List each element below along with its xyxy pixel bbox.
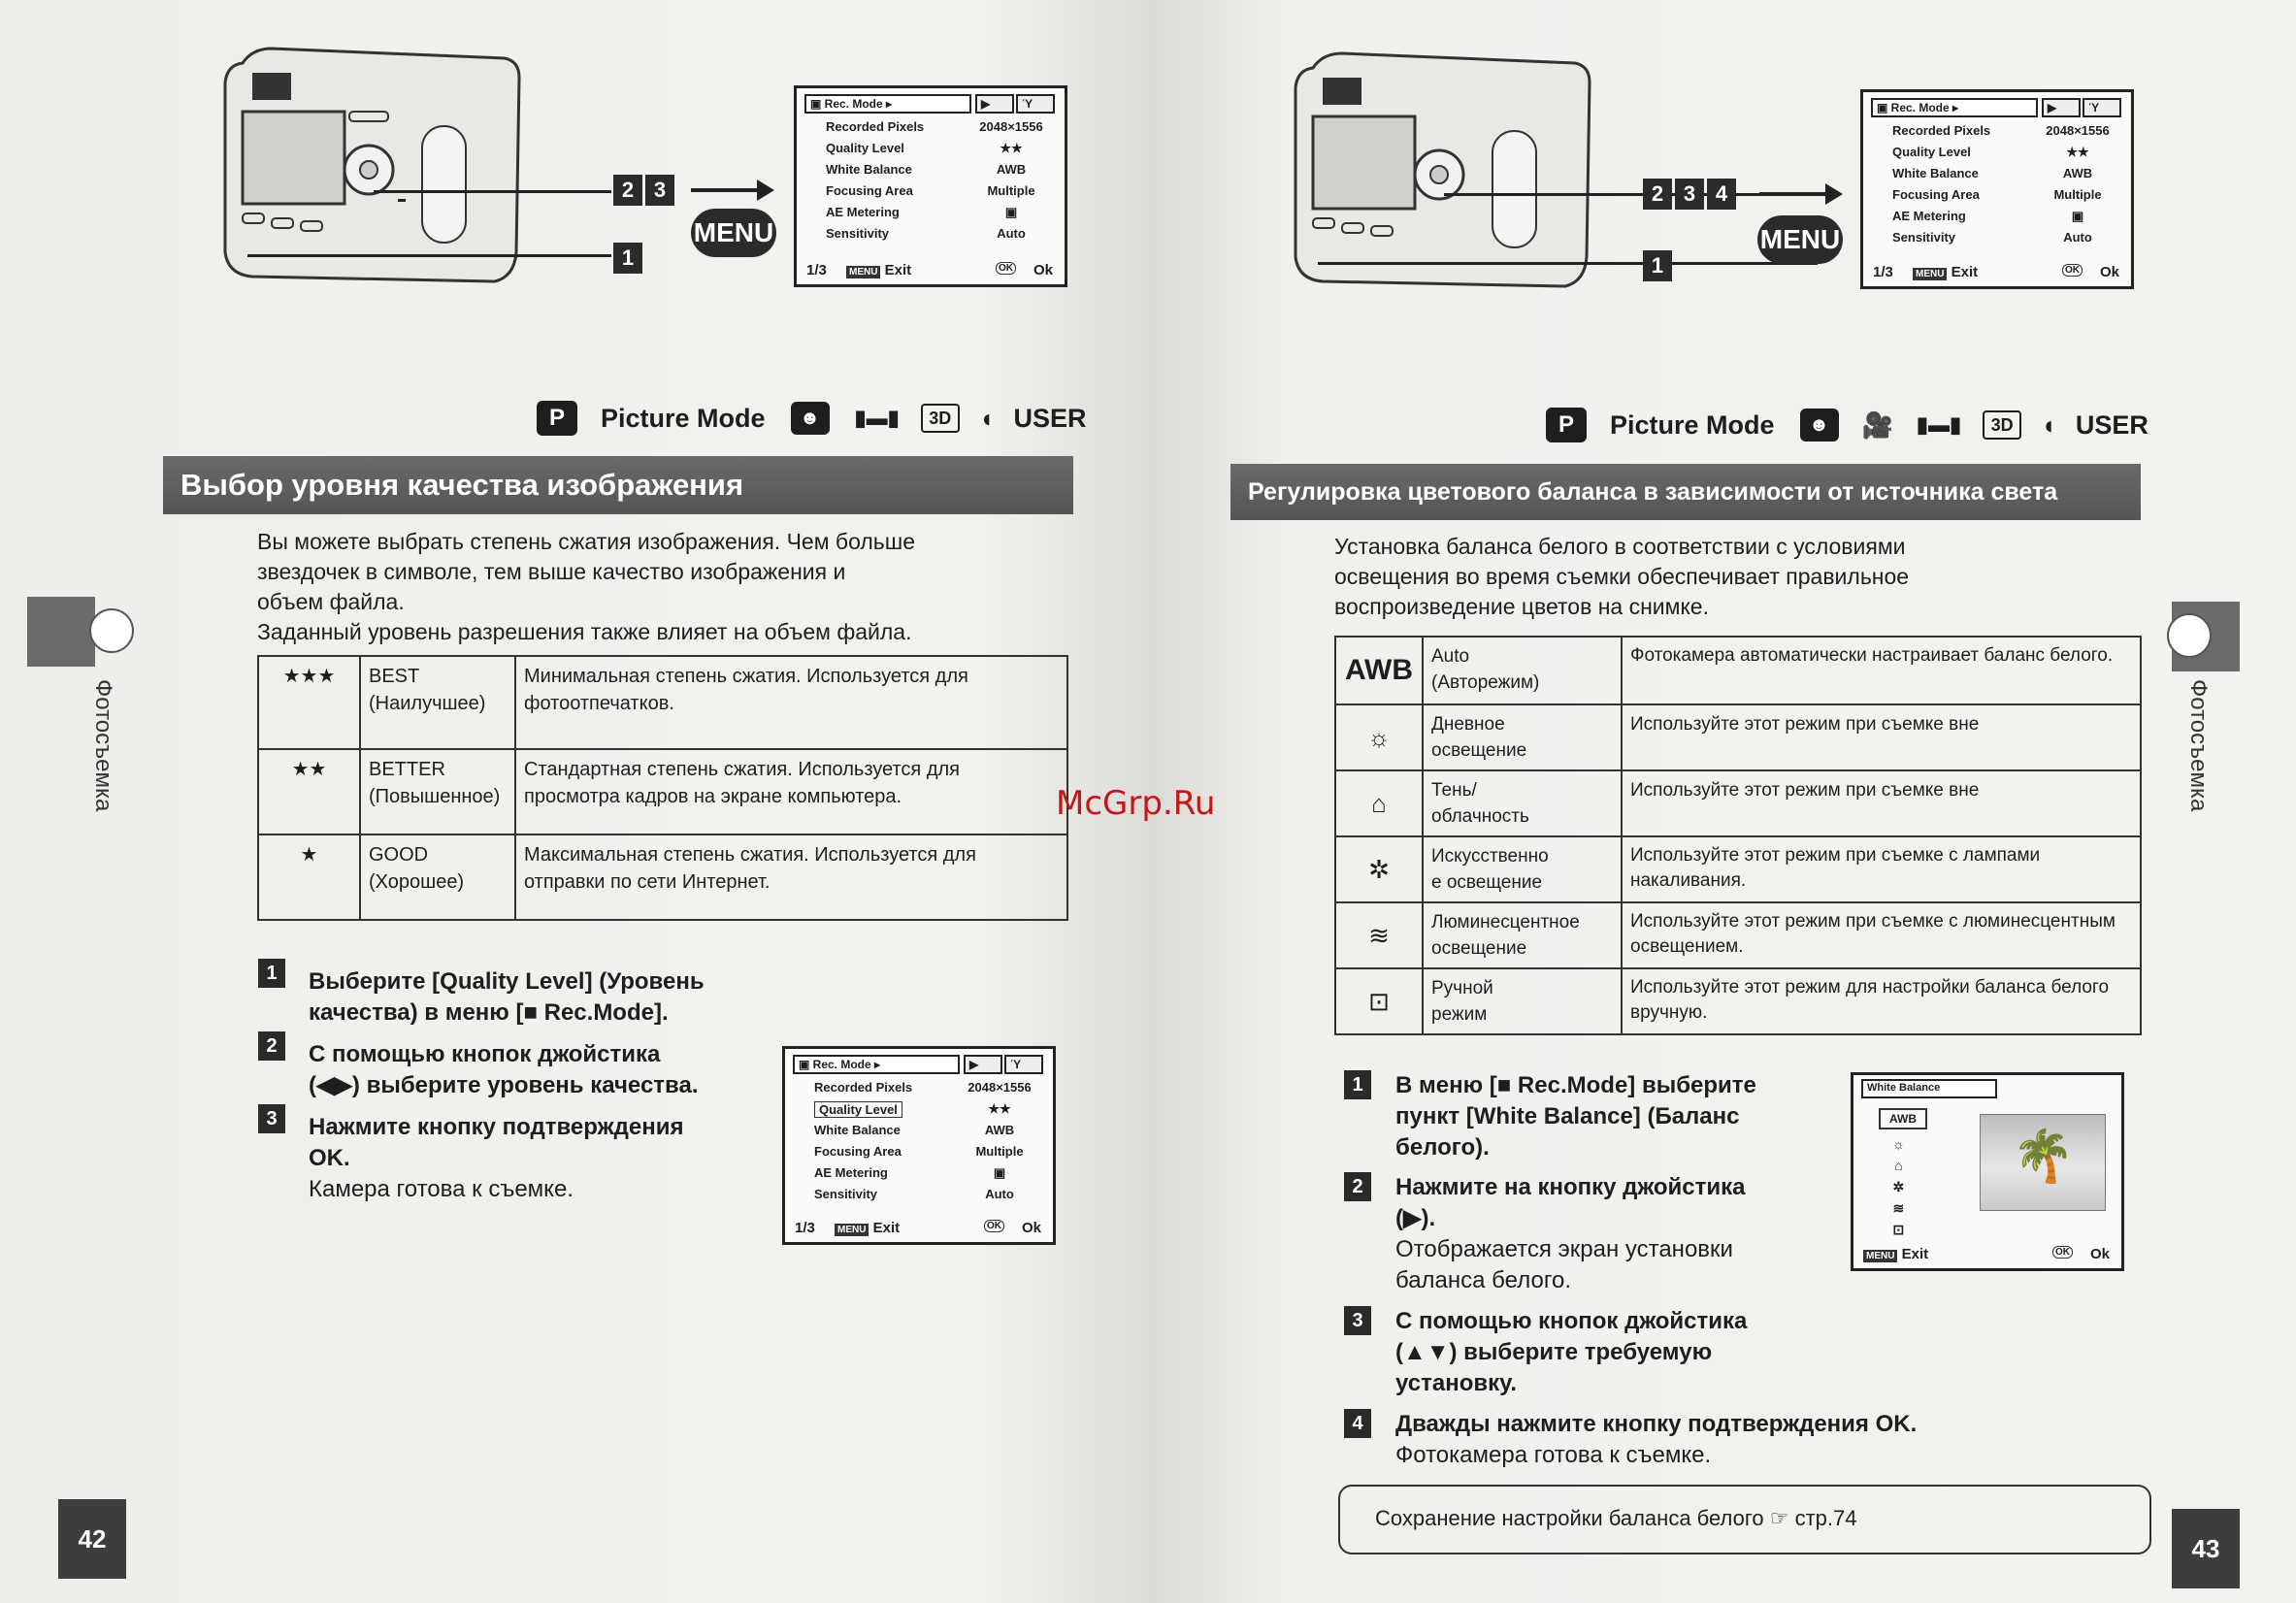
mode-name-cell: Тень/ облачность bbox=[1423, 770, 1622, 836]
desc-cell: Используйте этот режим при съемке с лампами накаливания. bbox=[1622, 836, 2141, 902]
table-row bbox=[258, 834, 1067, 920]
step-number: 2 bbox=[1344, 1172, 1371, 1201]
mode-icons-row bbox=[537, 401, 1086, 436]
desc-cell: Используйте этот режим для настройки баланса белого вручную. bbox=[1622, 968, 2141, 1034]
lcd-row: White Balance AWB bbox=[814, 1123, 1015, 1137]
callout-4: 4 bbox=[1707, 179, 1736, 210]
chapter-label: Фотосъемка bbox=[90, 679, 116, 812]
mode-name-cell: Дневное освещение bbox=[1423, 704, 1622, 770]
table-row bbox=[1335, 836, 2141, 902]
lcd-footer: 1/3 MENU Exit OK Ok bbox=[1873, 264, 2119, 280]
chapter-tab-circle bbox=[2167, 613, 2212, 658]
lcd-row: Sensitivity Auto bbox=[826, 226, 1026, 241]
lcd-row: Focusing Area Multiple bbox=[814, 1144, 1024, 1159]
step-number: 1 bbox=[258, 959, 285, 988]
camera-icon: ■ bbox=[1496, 1072, 1512, 1098]
lcd-row-selected: Quality Level ★★ bbox=[814, 1101, 1043, 1123]
tab-rec-mode: ▣ Rec. Mode ▸ bbox=[1871, 98, 2038, 117]
callout-1: 1 bbox=[1643, 250, 1672, 281]
desc-cell: Стандартная степень сжатия. Используется для просмотра кадров на экране компьютера. bbox=[515, 749, 1067, 834]
lcd-row: Sensitivity Auto bbox=[1892, 230, 2092, 245]
level-cell: GOOD (Хорошее) bbox=[360, 834, 515, 920]
desc-cell: Используйте этот режим при съемке вне bbox=[1622, 704, 2141, 770]
3d-mode-icon: 3D bbox=[1983, 410, 2021, 440]
lcd-row: AE Metering ▣ bbox=[814, 1165, 1006, 1180]
daylight-icon: ☼ bbox=[1335, 704, 1423, 770]
step-1-text: Выберите [Quality Level] (Уровень качества) в меню [■ Rec.Mode]. bbox=[309, 968, 705, 1026]
white-balance-table bbox=[1334, 636, 2142, 1035]
desc-cell: Максимальная степень сжатия. Используется для отправки по сети Интернет. bbox=[515, 834, 1067, 920]
stars-cell: ★ bbox=[258, 834, 360, 920]
lcd-row: White Balance AWB bbox=[1892, 166, 2093, 180]
program-mode-icon: P bbox=[1546, 408, 1587, 442]
manual-wb-icon: ⊡ bbox=[1335, 968, 1423, 1034]
user-mode-label: USER bbox=[2075, 409, 2148, 440]
quality-table bbox=[257, 655, 1068, 921]
panorama-mode-icon: ◖ bbox=[2041, 409, 2056, 440]
preview-image bbox=[1980, 1114, 2106, 1211]
callout-2: 2 bbox=[613, 175, 642, 206]
step-4-text: Дважды нажмите кнопку подтверждения OK. Фотокамера готова к съемке. bbox=[1395, 1411, 1918, 1468]
callout-1: 1 bbox=[613, 243, 642, 274]
step-3-text: Нажмите кнопку подтверждения OK. Камера готова к съемке. bbox=[309, 1114, 684, 1202]
desc-cell: Используйте этот режим при съемке вне bbox=[1622, 770, 2141, 836]
step-2-text: Нажмите на кнопку джойстика (▶). Отображается экран установки баланса белого. bbox=[1395, 1174, 1746, 1293]
lcd-row: Quality Level ★★ bbox=[1892, 145, 2089, 159]
continuous-shot-icon: ▮▬▮ bbox=[1916, 412, 1962, 437]
shade-icon: ⌂ bbox=[1335, 770, 1423, 836]
wb-options-list: ☼ ⌂ ✲ ≋ ⊡ bbox=[1892, 1136, 1905, 1237]
step-1-text: В меню [■ Rec.Mode] выберите пункт [White Balance] (Баланс белого). bbox=[1395, 1072, 1756, 1161]
lcd-rec-mode-menu bbox=[1860, 89, 2134, 289]
table-row bbox=[1335, 770, 2141, 836]
tab-setup-icon: Ύ bbox=[1016, 94, 1055, 114]
lcd-footer: MENU Exit OK Ok bbox=[1863, 1246, 2112, 1262]
lcd-row: Recorded Pixels 2048×1556 bbox=[826, 119, 1043, 134]
right-page bbox=[1148, 0, 2296, 1603]
lcd-footer: 1/3 MENU Exit OK Ok bbox=[806, 262, 1053, 278]
lcd-row: Focusing Area Multiple bbox=[826, 183, 1035, 198]
tab-playback-icon: ▶ bbox=[964, 1055, 1002, 1074]
section-heading: Регулировка цветового баланса в зависимости от источника света bbox=[1230, 464, 2141, 520]
table-row bbox=[1335, 637, 2141, 704]
portrait-mode-icon: ☻ bbox=[1800, 409, 1839, 442]
fluorescent-icon: ≋ bbox=[1335, 902, 1423, 968]
movie-mode-icon: 🎥 bbox=[1861, 409, 1893, 440]
continuous-shot-icon: ▮▬▮ bbox=[854, 406, 900, 430]
step-number: 4 bbox=[1344, 1409, 1371, 1438]
mode-name-cell: Искусственно е освещение bbox=[1423, 836, 1622, 902]
mode-name-cell: Люминесцентное освещение bbox=[1423, 902, 1622, 968]
desc-cell: Используйте этот режим при съемке с люминесцентным освещением. bbox=[1622, 902, 2141, 968]
awb-option: AWB bbox=[1879, 1108, 1927, 1129]
tab-white-balance: White Balance bbox=[1861, 1079, 1997, 1098]
level-cell: BETTER (Повышенное) bbox=[360, 749, 515, 834]
section-heading: Выбор уровня качества изображения bbox=[163, 456, 1073, 514]
page-number: 42 bbox=[58, 1499, 126, 1579]
table-row bbox=[1335, 902, 2141, 968]
program-mode-icon: P bbox=[537, 401, 577, 436]
page-number: 43 bbox=[2172, 1509, 2240, 1588]
lcd-row: Quality Level ★★ bbox=[826, 141, 1023, 155]
step-3-text: С помощью кнопок джойстика (▲▼) выберите требуемую установку. bbox=[1395, 1308, 1748, 1396]
level-cell: BEST (Наилучшее) bbox=[360, 656, 515, 749]
callout-2: 2 bbox=[1643, 179, 1672, 210]
lcd-footer: 1/3 MENU Exit OK Ok bbox=[795, 1220, 1041, 1236]
lcd-row: White Balance AWB bbox=[826, 162, 1027, 177]
lcd-rec-mode-menu bbox=[794, 85, 1067, 287]
arrow-right-icon bbox=[1759, 192, 1827, 196]
awb-icon: AWB bbox=[1335, 637, 1423, 704]
desc-cell: Фотокамера автоматически настраивает баланс белого. bbox=[1622, 637, 2141, 704]
callout-3: 3 bbox=[1675, 179, 1704, 210]
callout-3: 3 bbox=[645, 175, 674, 206]
camera-icon: ■ bbox=[523, 999, 538, 1026]
intro-text: Вы можете выбрать степень сжатия изображения. Чем больше звездочек в символе, тем выше качество изображения и объем файла. Заданный уровень разрешения также влияет на объем файла. bbox=[257, 529, 916, 644]
chapter-label: Фотосъемка bbox=[2185, 679, 2212, 812]
lcd-quality-level bbox=[782, 1046, 1056, 1245]
chapter-tab-circle bbox=[89, 608, 134, 653]
lcd-row: Sensitivity Auto bbox=[814, 1187, 1014, 1201]
step-number: 1 bbox=[1344, 1070, 1371, 1099]
mode-name-cell: Auto (Авторежим) bbox=[1423, 637, 1622, 704]
stars-cell: ★★ bbox=[258, 749, 360, 834]
step-number: 3 bbox=[258, 1104, 285, 1133]
user-mode-label: USER bbox=[1013, 403, 1087, 433]
3d-mode-icon: 3D bbox=[921, 404, 960, 433]
lcd-white-balance bbox=[1851, 1072, 2124, 1271]
tab-playback-icon: ▶ bbox=[2042, 98, 2081, 117]
callout-line bbox=[398, 199, 406, 202]
tab-playback-icon: ▶ bbox=[975, 94, 1014, 114]
step-2-text: С помощью кнопок джойстика (◀▶) выберите уровень качества. bbox=[309, 1041, 699, 1098]
lcd-row: AE Metering ▣ bbox=[1892, 209, 2084, 223]
mode-name-cell: Ручной режим bbox=[1423, 968, 1622, 1034]
table-row bbox=[1335, 704, 2141, 770]
lcd-row: Recorded Pixels 2048×1556 bbox=[814, 1080, 1032, 1095]
callout-line bbox=[247, 254, 611, 257]
lcd-row: Focusing Area Multiple bbox=[1892, 187, 2102, 202]
tab-rec-mode: ▣ Rec. Mode ▸ bbox=[804, 94, 971, 114]
stars-cell: ★★★ bbox=[258, 656, 360, 749]
camera-illustration bbox=[1284, 49, 1594, 291]
palm-tree-icon: 🌴 bbox=[2012, 1129, 2075, 1185]
menu-button-icon: MENU bbox=[691, 209, 776, 257]
tungsten-icon: ✲ bbox=[1335, 836, 1423, 902]
lcd-row: Recorded Pixels 2048×1556 bbox=[1892, 123, 2110, 138]
watermark: McGrp.Ru bbox=[1056, 784, 1216, 823]
table-row bbox=[258, 656, 1067, 749]
tab-setup-icon: Ύ bbox=[1004, 1055, 1043, 1074]
tab-setup-icon: Ύ bbox=[2083, 98, 2121, 117]
callout-line bbox=[1318, 262, 1818, 265]
intro-text: Установка баланса белого в соответствии с условиями освещения во время съемки обеспечивает правильное воспроизведение цветов на снимке. bbox=[1334, 534, 1910, 619]
chapter-tab bbox=[27, 597, 95, 667]
picture-mode-label: Picture Mode bbox=[1610, 409, 1775, 440]
step-number: 2 bbox=[258, 1031, 285, 1061]
desc-cell: Минимальная степень сжатия. Используется для фотоотпечатков. bbox=[515, 656, 1067, 749]
callout-line bbox=[374, 190, 611, 193]
table-row bbox=[1335, 968, 2141, 1034]
tab-rec-mode: ▣ Rec. Mode ▸ bbox=[793, 1055, 960, 1074]
portrait-mode-icon: ☻ bbox=[791, 402, 830, 435]
arrow-right-icon bbox=[691, 188, 759, 192]
mode-icons-row bbox=[1546, 408, 2148, 442]
reference-note: Сохранение настройки баланса белого ☞ стр.74 bbox=[1338, 1485, 2151, 1554]
menu-button-icon: MENU bbox=[1757, 215, 1843, 264]
panorama-mode-icon: ◖ bbox=[978, 403, 995, 433]
table-row bbox=[258, 749, 1067, 834]
lcd-row: AE Metering ▣ bbox=[826, 205, 1018, 219]
step-number: 3 bbox=[1344, 1306, 1371, 1335]
picture-mode-label: Picture Mode bbox=[601, 403, 766, 433]
